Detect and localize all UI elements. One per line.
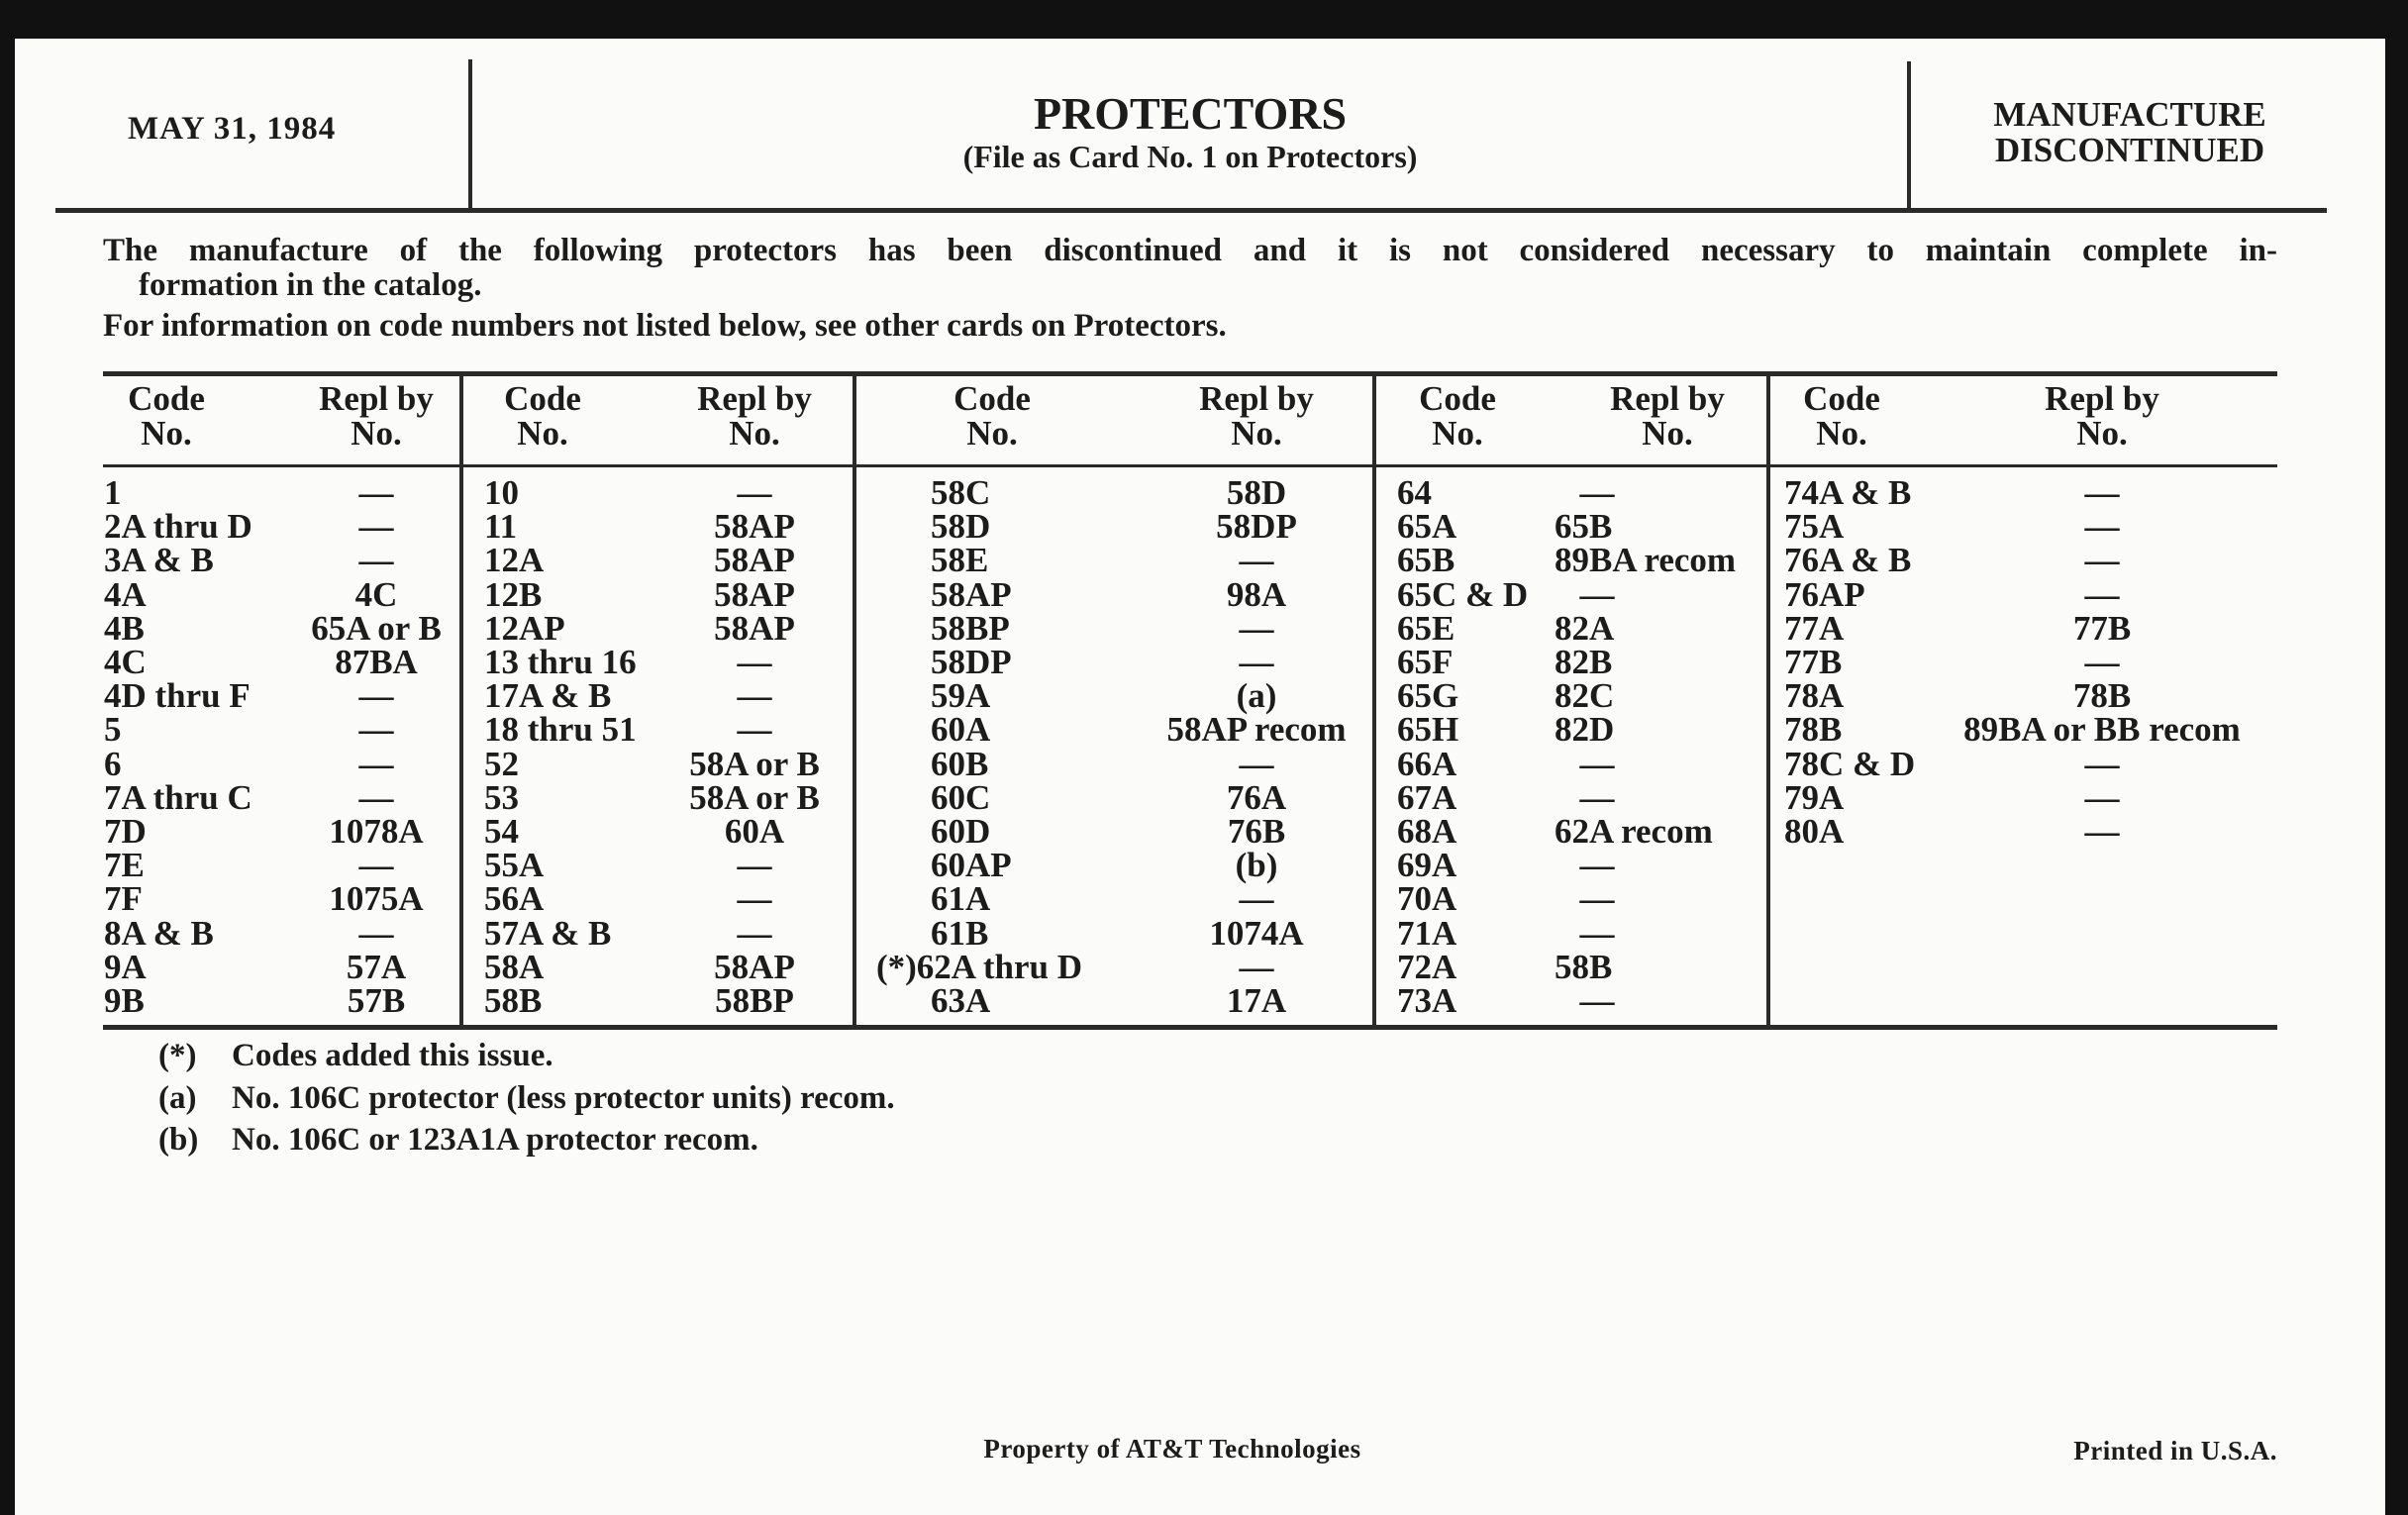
code-cell: 67A xyxy=(1397,777,1457,817)
replacement-cell: 1078A xyxy=(329,812,424,851)
code-cell: 4C xyxy=(104,643,147,681)
code-cell: 58BP xyxy=(931,608,1010,648)
replacement-cell: 58D xyxy=(1226,473,1287,512)
code-cell: 53 xyxy=(484,777,519,817)
replacement-cell: — xyxy=(1239,541,1274,580)
code-cell: 58DP xyxy=(931,643,1012,681)
intro-line-3: For information on code numbers not listed below, see other cards on Protectors. xyxy=(103,308,1227,344)
code-cell: 63A xyxy=(931,981,991,1020)
code-cell: 65E xyxy=(1397,608,1455,648)
replacement-cell: — xyxy=(358,913,394,953)
replacement-cell: — xyxy=(1579,744,1615,783)
replacement-cell: — xyxy=(737,473,772,512)
code-cell: 65C & D xyxy=(1397,574,1529,614)
replacement-cell: — xyxy=(2084,744,2120,783)
code-cell: 61A xyxy=(931,879,991,919)
code-cell: 76A & B xyxy=(1784,541,1912,580)
code-cell: 75A xyxy=(1784,507,1845,547)
header-divider-left xyxy=(468,59,472,208)
column-divider xyxy=(1372,373,1376,1027)
replacement-cell: — xyxy=(737,643,772,681)
replacement-cell: 1075A xyxy=(329,879,424,919)
column-header-code: Code xyxy=(1803,379,1880,418)
code-cell: 70A xyxy=(1397,879,1457,919)
replacement-cell: 89BA or BB recom xyxy=(1963,710,2241,750)
code-cell: (*)62A thru D xyxy=(876,947,1083,986)
code-cell: 5 xyxy=(104,710,122,750)
replacement-cell: 58AP xyxy=(714,608,795,648)
replacement-cell: 76A xyxy=(1226,777,1287,817)
code-cell: 59A xyxy=(931,676,991,716)
code-cell: 79A xyxy=(1784,777,1845,817)
code-cell: 58E xyxy=(931,541,989,580)
replacement-cell: 82C xyxy=(1555,676,1615,716)
code-cell: 4A xyxy=(104,574,147,614)
column-header-code: Code xyxy=(504,379,581,418)
page-title: PROTECTORS xyxy=(1033,88,1348,139)
replacement-cell: 65A or B xyxy=(311,608,442,648)
column-header-code: No. xyxy=(1432,414,1483,453)
code-cell: 77B xyxy=(1784,643,1843,681)
replacement-cell: (b) xyxy=(1235,846,1278,885)
code-cell: 10 xyxy=(484,473,519,512)
status-label xyxy=(1993,97,2265,168)
code-cell: 13 thru 16 xyxy=(484,643,637,681)
replacement-cell: — xyxy=(737,913,772,953)
code-cell: 9A xyxy=(104,947,147,986)
code-cell: 80A xyxy=(1784,812,1845,851)
code-cell: 60AP xyxy=(931,846,1012,885)
page-subtitle: (File as Card No. 1 on Protectors) xyxy=(962,139,1418,174)
replacement-cell: — xyxy=(737,676,772,716)
code-cell: 7A thru C xyxy=(104,777,252,817)
replacement-cell: — xyxy=(1579,913,1615,953)
header-rule xyxy=(55,208,2327,213)
replacement-cell: — xyxy=(2084,574,2120,614)
code-cell: 18 thru 51 xyxy=(484,710,637,750)
column-divider xyxy=(459,373,463,1027)
replacement-cell: 58A or B xyxy=(689,744,820,783)
replacement-cell: 58B xyxy=(1555,947,1613,986)
replacement-cell: 58AP xyxy=(714,541,795,580)
code-cell: 65F xyxy=(1397,643,1454,681)
table-header-rule xyxy=(103,464,2277,467)
property-notice: Property of AT&T Technologies xyxy=(983,1434,1361,1464)
status-line-2: DISCONTINUED xyxy=(1994,131,2265,169)
code-cell: 3A & B xyxy=(104,541,214,580)
replacement-cell: 77B xyxy=(2072,608,2132,648)
replacement-cell: 82D xyxy=(1555,710,1615,750)
code-cell: 57A & B xyxy=(484,913,612,953)
code-cell: 52 xyxy=(484,744,519,783)
replacement-cell: 1074A xyxy=(1209,913,1304,953)
code-cell: 58C xyxy=(931,473,991,512)
code-cell: 12B xyxy=(484,574,543,614)
column-header-code: Code xyxy=(953,379,1031,418)
replacement-cell: — xyxy=(358,541,394,580)
code-cell: 68A xyxy=(1397,812,1457,851)
replacement-cell: — xyxy=(1239,608,1274,648)
replacement-cell: — xyxy=(1579,846,1615,885)
replacement-cell: 58AP xyxy=(714,947,795,986)
column-header-replaced-by: Repl by xyxy=(1610,379,1725,418)
code-cell: 55A xyxy=(484,846,545,885)
column-header-replaced-by: No. xyxy=(351,414,402,453)
code-cell: 61B xyxy=(931,913,989,953)
code-cell: 58D xyxy=(931,507,991,547)
replacement-cell: — xyxy=(2084,812,2120,851)
table-top-rule xyxy=(103,371,2277,376)
code-cell: 7D xyxy=(104,812,147,851)
replacement-cell: 58A or B xyxy=(689,777,820,817)
status-line-1: MANUFACTURE xyxy=(1993,95,2266,134)
code-cell: 7E xyxy=(104,846,145,885)
code-cell: 66A xyxy=(1397,744,1457,783)
replacement-cell: — xyxy=(2084,473,2120,512)
column-header-replaced-by: Repl by xyxy=(697,379,812,418)
replacement-cell: 76B xyxy=(1227,812,1286,851)
code-cell: 6 xyxy=(104,744,122,783)
column-header-replaced-by: No. xyxy=(1231,414,1282,453)
replacement-cell: 57A xyxy=(346,947,407,986)
replacement-cell: 58AP xyxy=(714,507,795,547)
replacement-cell: 58BP xyxy=(715,981,794,1020)
code-cell: 4B xyxy=(104,608,145,648)
replacement-cell: — xyxy=(2084,541,2120,580)
footnote-mark: (*) xyxy=(158,1038,197,1073)
code-cell: 78C & D xyxy=(1784,744,1916,783)
code-cell: 60D xyxy=(931,812,991,851)
code-cell: 65A xyxy=(1397,507,1457,547)
code-cell: 77A xyxy=(1784,608,1845,648)
code-cell: 1 xyxy=(104,473,122,512)
replacement-cell: — xyxy=(1579,981,1615,1020)
replacement-cell: — xyxy=(358,777,394,817)
code-cell: 65B xyxy=(1397,541,1455,580)
code-cell: 2A thru D xyxy=(104,507,252,547)
replacement-cell: — xyxy=(1239,947,1274,986)
issue-date: MAY 31, 1984 xyxy=(128,111,337,147)
replacement-cell: 89BA recom xyxy=(1555,541,1737,580)
replacement-cell: — xyxy=(2084,507,2120,547)
replacement-cell: 58AP recom xyxy=(1166,710,1347,750)
replacement-cell: — xyxy=(1239,879,1274,919)
replacement-cell: (a) xyxy=(1236,676,1277,716)
replacement-cell: — xyxy=(358,473,394,512)
header-divider-right xyxy=(1907,61,1911,208)
replacement-cell: — xyxy=(1239,643,1274,681)
footnote-mark: (a) xyxy=(158,1079,197,1116)
code-cell: 58AP xyxy=(931,574,1012,614)
column-divider xyxy=(853,373,856,1027)
code-cell: 12A xyxy=(484,541,545,580)
code-cell: 74A & B xyxy=(1784,473,1912,512)
replacement-cell: 60A xyxy=(724,812,785,851)
replacement-cell: 87BA xyxy=(335,643,418,681)
column-header-code: No. xyxy=(517,414,568,453)
replacement-cell: — xyxy=(1579,574,1615,614)
replacement-cell: — xyxy=(358,846,394,885)
replacement-cell: 98A xyxy=(1226,574,1287,614)
column-divider xyxy=(1766,373,1770,1027)
replacement-cell: 58DP xyxy=(1216,507,1297,547)
replacement-cell: — xyxy=(358,676,394,716)
replacement-cell: 4C xyxy=(354,574,398,614)
code-cell: 71A xyxy=(1397,913,1457,953)
intro-line-2: formation in the catalog. xyxy=(139,267,482,303)
code-cell: 78A xyxy=(1784,676,1845,716)
column-header-replaced-by: No. xyxy=(729,414,780,453)
replacement-cell: — xyxy=(1579,473,1615,512)
column-header-code: No. xyxy=(1816,414,1867,453)
replacement-cell: 57B xyxy=(347,981,406,1020)
code-cell: 12AP xyxy=(484,608,565,648)
column-header-replaced-by: Repl by xyxy=(1199,379,1314,418)
footnote-text: Codes added this issue. xyxy=(232,1038,553,1073)
printed-notice: Printed in U.S.A. xyxy=(2073,1436,2277,1465)
code-cell: 4D thru F xyxy=(104,676,251,716)
code-cell: 65H xyxy=(1397,710,1459,750)
column-header-replaced-by: No. xyxy=(2076,414,2128,453)
code-cell: 56A xyxy=(484,879,545,919)
code-cell: 54 xyxy=(484,812,519,851)
replacement-cell: 58AP xyxy=(714,574,795,614)
code-cell: 9B xyxy=(104,981,145,1020)
column-header-code: No. xyxy=(141,414,192,453)
replacement-cell: — xyxy=(2084,777,2120,817)
code-cell: 8A & B xyxy=(104,913,214,953)
replacement-cell: 82B xyxy=(1555,643,1613,681)
code-cell: 60C xyxy=(931,777,991,817)
replacement-cell: — xyxy=(2084,643,2120,681)
code-cell: 65G xyxy=(1397,676,1459,716)
code-cell: 78B xyxy=(1784,710,1843,750)
code-cell: 60A xyxy=(931,710,991,750)
footnote-mark: (b) xyxy=(158,1122,199,1158)
footnote-text: No. 106C or 123A1A protector recom. xyxy=(232,1122,758,1158)
table-bottom-rule xyxy=(103,1025,2277,1030)
intro-line-1: The manufacture of the following protectors has been discontinued and it is not considered necessary to maintain complete in- xyxy=(103,233,2277,268)
code-cell: 7F xyxy=(104,879,143,919)
replacement-cell: — xyxy=(737,710,772,750)
replacement-cell: — xyxy=(1239,744,1274,783)
replacement-cell: — xyxy=(737,846,772,885)
code-cell: 76AP xyxy=(1784,574,1865,614)
column-header-replaced-by: Repl by xyxy=(2045,379,2159,418)
code-cell: 73A xyxy=(1397,981,1457,1020)
replacement-cell: 17A xyxy=(1226,981,1287,1020)
replacement-cell: — xyxy=(358,710,394,750)
column-header-code: Code xyxy=(1419,379,1496,418)
code-cell: 72A xyxy=(1397,947,1457,986)
code-cell: 58A xyxy=(484,947,545,986)
code-cell: 64 xyxy=(1397,473,1432,512)
replacement-cell: 78B xyxy=(2072,676,2132,716)
replacement-cell: 65B xyxy=(1555,507,1613,547)
code-cell: 11 xyxy=(484,507,518,547)
column-header-replaced-by: Repl by xyxy=(319,379,434,418)
code-cell: 69A xyxy=(1397,846,1457,885)
code-cell: 60B xyxy=(931,744,989,783)
code-cell: 17A & B xyxy=(484,676,612,716)
replacement-cell: — xyxy=(358,507,394,547)
column-header-code: Code xyxy=(128,379,205,418)
replacement-cell: — xyxy=(1579,879,1615,919)
replacement-cell: — xyxy=(1579,777,1615,817)
replacement-cell: — xyxy=(737,879,772,919)
column-header-code: No. xyxy=(966,414,1018,453)
replacement-cell: — xyxy=(358,744,394,783)
replacement-cell: 62A recom xyxy=(1555,812,1713,851)
footnote-text: No. 106C protector (less protector units) recom. xyxy=(232,1079,895,1116)
replacement-cell: 82A xyxy=(1555,608,1615,648)
column-header-replaced-by: No. xyxy=(1642,414,1693,453)
code-cell: 58B xyxy=(484,981,543,1020)
